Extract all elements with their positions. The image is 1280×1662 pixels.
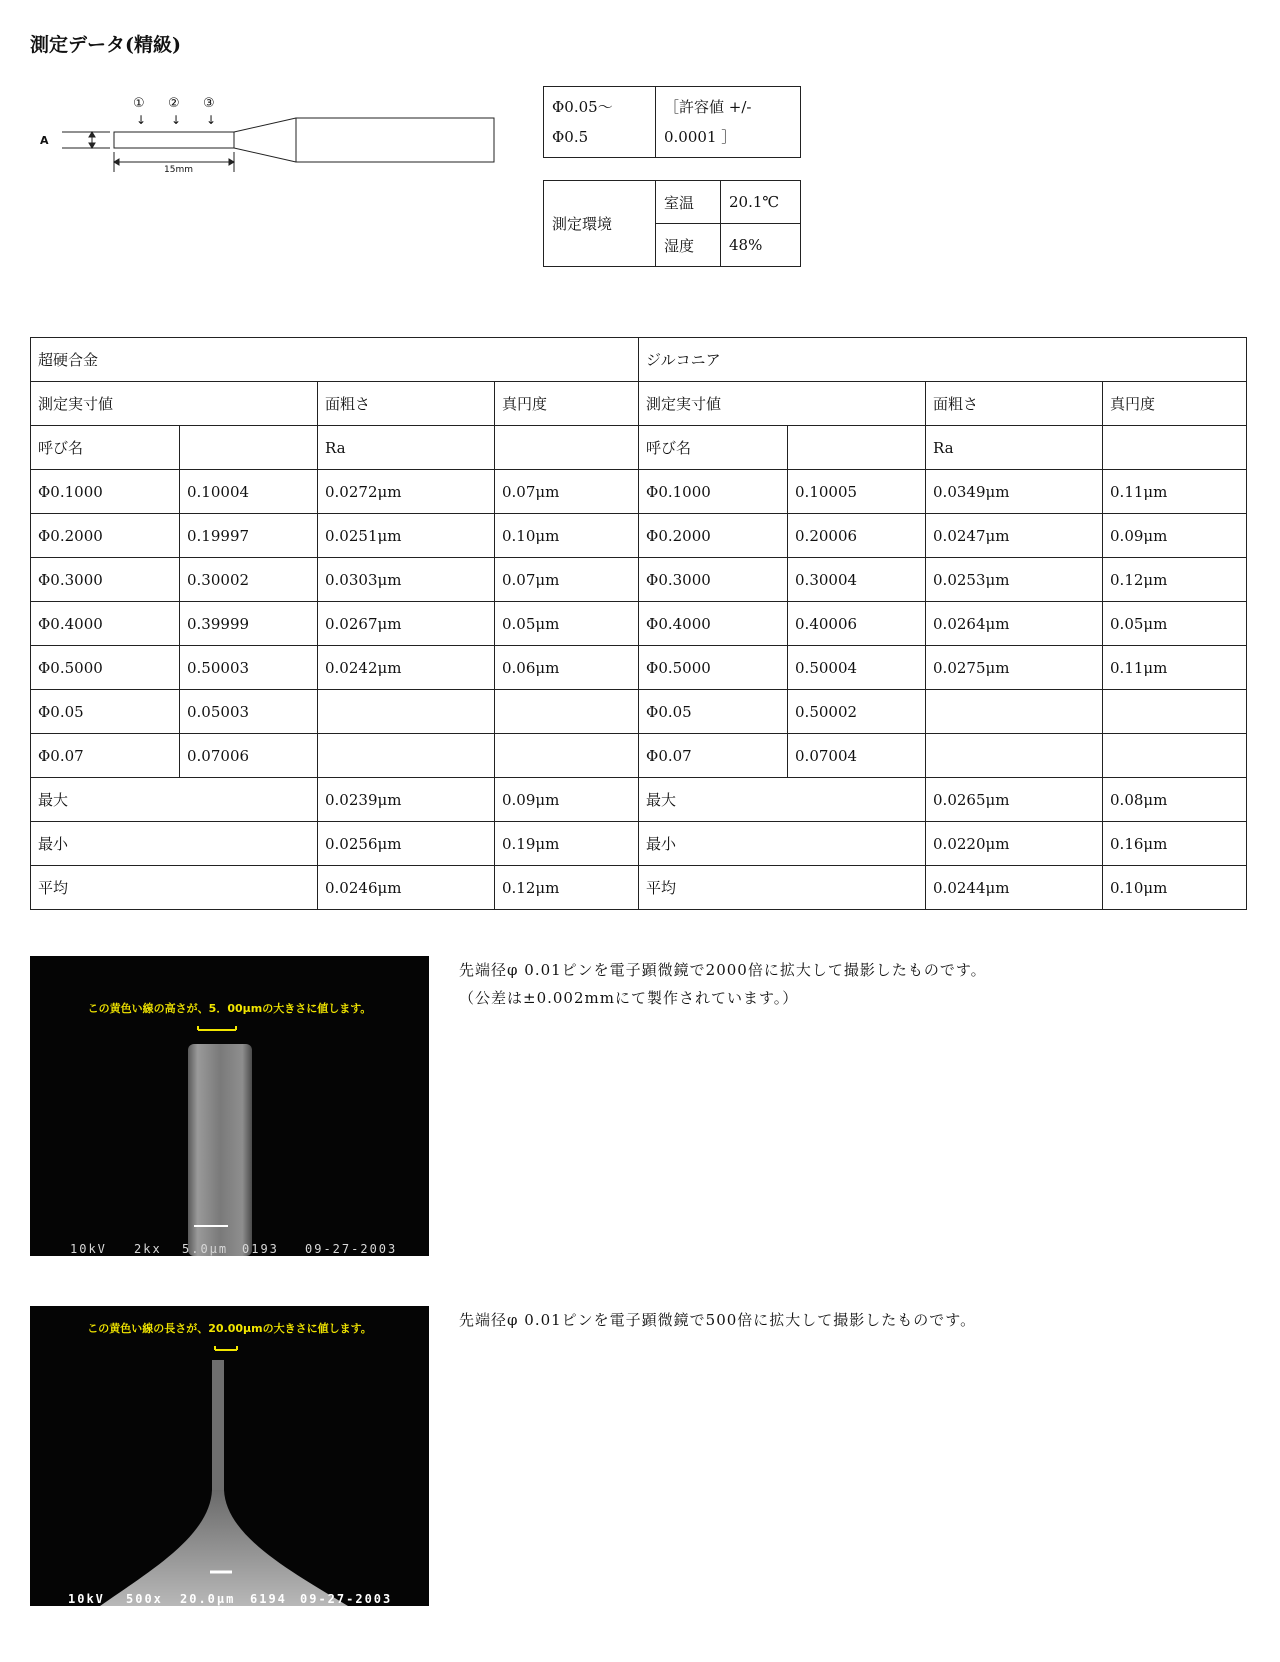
blank-cell [788,426,926,470]
table-cell: 0.10μm [1103,866,1247,910]
nominal-header: 呼び名 [31,426,180,470]
point-label-2: ② [168,96,180,111]
table-cell: 0.06μm [495,646,639,690]
table-cell [495,690,639,734]
table-cell [926,690,1103,734]
table-cell: Φ0.4000 [31,602,180,646]
table-cell: 0.0246μm [318,866,495,910]
table-cell: 平均 [639,866,926,910]
humidity-label: 湿度 [656,224,721,267]
sem-scale: 5.0μm [182,1242,229,1256]
table-cell [926,734,1103,778]
measurement-table [30,337,1247,910]
sem-yellow-caption: この黄色い線の長さが、20.00μmの大きさに値します。 [87,1322,372,1335]
summary-row [31,822,1247,866]
table-cell: 0.40006 [788,602,926,646]
sem-description-2000x: 先端径φ 0.01ピンを電子顕微鏡で2000倍に拡大して撮影したものです。 （公差は±0.002mmにて製作されています。） [459,961,987,1007]
table-row [31,734,1247,778]
table-cell [1103,690,1247,734]
sem-voltage: 10kV [68,1592,105,1606]
table-cell: 0.10004 [180,470,318,514]
table-cell: Φ0.1000 [639,470,788,514]
dim-a-label: A [40,134,49,147]
sem-voltage: 10kV [70,1242,107,1256]
roundness-header: 真円度 [1103,382,1247,426]
sem-yellow-caption: この黄色い線の高さが、5．00μmの大きさに値します。 [87,1002,372,1015]
table-cell: 0.05μm [1103,602,1247,646]
sem-magnification: 500x [126,1592,163,1606]
point-label-3: ③ [203,96,215,111]
temp-value: 20.1℃ [721,181,801,224]
table-cell: 0.50002 [788,690,926,734]
table-cell: 0.07006 [180,734,318,778]
table-cell: 0.0264μm [926,602,1103,646]
table-cell [318,734,495,778]
point-arrow-2: ↓ [171,113,182,127]
table-cell: 0.19997 [180,514,318,558]
table-cell: 0.07004 [788,734,926,778]
table-cell: 0.09μm [1103,514,1247,558]
table-cell: 0.12μm [495,866,639,910]
table-cell: 0.30002 [180,558,318,602]
table-cell: 0.19μm [495,822,639,866]
table-cell: 0.0242μm [318,646,495,690]
table-cell: 0.0349μm [926,470,1103,514]
table-cell [495,734,639,778]
tolerance-table [543,86,801,158]
table-cell: 0.12μm [1103,558,1247,602]
temp-label: 室温 [656,181,721,224]
table-cell: 0.30004 [788,558,926,602]
table-row [31,602,1247,646]
sem-pin-graphic [30,956,429,1256]
point-arrow-3: ↓ [206,113,217,127]
table-cell: 0.0244μm [926,866,1103,910]
table-cell: 0.0251μm [318,514,495,558]
table-cell: Φ0.3000 [31,558,180,602]
table-cell: 0.07μm [495,558,639,602]
table-cell: 0.0247μm [926,514,1103,558]
table-cell: 0.10005 [788,470,926,514]
table-cell: Φ0.05 [31,690,180,734]
ra-header: Ra [318,426,495,470]
material-header-right: ジルコニア [639,338,1247,382]
table-cell: Φ0.05 [639,690,788,734]
table-cell: Φ0.1000 [31,470,180,514]
table-cell: Φ0.07 [31,734,180,778]
table-cell: 0.0265μm [926,778,1103,822]
table-row [31,470,1247,514]
page-title: 測定データ(精級) [30,34,181,56]
table-cell: Φ0.5000 [31,646,180,690]
roundness-header: 真円度 [495,382,639,426]
sem-pin-graphic [30,1306,429,1606]
table-cell: 平均 [31,866,318,910]
length-label: 15mm [164,165,193,175]
sem-image-number: 6194 [250,1592,287,1606]
table-cell: 0.0239μm [318,778,495,822]
sem-description-500x: 先端径φ 0.01ピンを電子顕微鏡で500倍に拡大して撮影したものです。 [459,1311,977,1329]
sem-date: 09-27-2003 [300,1592,393,1606]
point-label-1: ① [133,96,145,111]
table-cell: Φ0.4000 [639,602,788,646]
sem-image-2000x [30,956,429,1256]
table-row [31,514,1247,558]
blank-cell [180,426,318,470]
table-cell: 0.11μm [1103,470,1247,514]
summary-row [31,778,1247,822]
table-cell: 0.20006 [788,514,926,558]
table-cell: 0.11μm [1103,646,1247,690]
table-cell: 最大 [31,778,318,822]
point-arrow-1: ↓ [136,113,147,127]
tolerance-range: Φ0.05～ Φ0.5 [544,87,656,158]
blank-cell [1103,426,1247,470]
environment-label: 測定環境 [544,181,656,267]
blank-cell [495,426,639,470]
table-cell: 0.50003 [180,646,318,690]
humidity-value: 48% [721,224,801,267]
table-cell: 0.05μm [495,602,639,646]
table-cell: Φ0.07 [639,734,788,778]
table-cell: Φ0.3000 [639,558,788,602]
sem-magnification: 2kx [134,1242,162,1256]
table-cell: 0.05003 [180,690,318,734]
table-cell: 0.08μm [1103,778,1247,822]
table-row [31,690,1247,734]
table-cell: 0.0272μm [318,470,495,514]
table-cell: 0.0220μm [926,822,1103,866]
table-cell: 0.0267μm [318,602,495,646]
table-cell: 0.0275μm [926,646,1103,690]
sem-image-number: 0193 [242,1242,279,1256]
pin-diagram [30,90,510,200]
table-cell: 最大 [639,778,926,822]
table-cell: 0.16μm [1103,822,1247,866]
table-cell: 0.0253μm [926,558,1103,602]
table-cell: 0.07μm [495,470,639,514]
table-cell: 最小 [31,822,318,866]
table-cell: 最小 [639,822,926,866]
measured-header: 測定実寸値 [31,382,318,426]
table-cell [318,690,495,734]
table-cell: 0.10μm [495,514,639,558]
sem-date: 09-27-2003 [305,1242,398,1256]
roughness-header: 面粗さ [926,382,1103,426]
sem-image-500x [30,1306,429,1606]
table-cell [1103,734,1247,778]
table-cell: 0.39999 [180,602,318,646]
table-cell: Φ0.5000 [639,646,788,690]
summary-row [31,866,1247,910]
table-cell: 0.0303μm [318,558,495,602]
nominal-header: 呼び名 [639,426,788,470]
sem-scale: 20.0μm [180,1592,236,1606]
tolerance-value: ［許容値 +/- 0.0001 ］ [656,87,801,158]
environment-table [543,180,801,267]
table-row [31,558,1247,602]
material-header-left: 超硬合金 [31,338,639,382]
table-cell: 0.50004 [788,646,926,690]
roughness-header: 面粗さ [318,382,495,426]
measured-header: 測定実寸値 [639,382,926,426]
table-row [31,646,1247,690]
table-cell: 0.09μm [495,778,639,822]
table-cell: Φ0.2000 [639,514,788,558]
table-cell: 0.0256μm [318,822,495,866]
table-cell: Φ0.2000 [31,514,180,558]
ra-header: Ra [926,426,1103,470]
